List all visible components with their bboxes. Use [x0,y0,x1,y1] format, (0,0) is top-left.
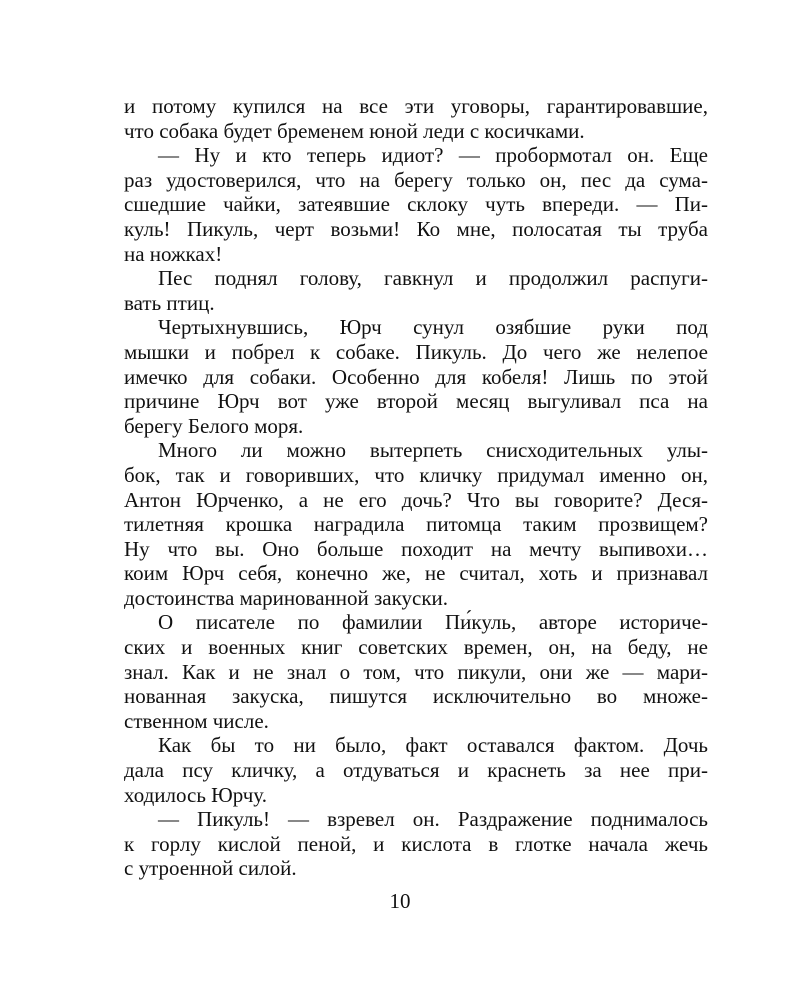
text-line: к горлу кислой пеной, и кислота в глотке начала жечь [124,831,708,856]
text-line: знал. Как и не знал о том, что пикули, они же — мари- [124,659,708,684]
text-line: на ножках! [124,241,223,266]
text-line: Ну что вы. Оно больше походит на мечту выпивохи… [124,536,708,561]
text-line: берегу Белого моря. [124,413,304,438]
text-line: — Пикуль! — взревел он. Раздражение поднималось [158,807,708,832]
text-line: что собака будет бременем юной леди с косичками. [124,118,585,143]
text-line: раз удостоверился, что на берегу только он, пес да сума- [124,167,708,192]
text-line: причине Юрч вот уже второй месяц выгуливал пса на [124,389,708,414]
text-line: дала псу кличку, а отдуваться и краснеть за нее при- [124,758,708,783]
text-line: тилетняя крошка наградила питомца таким прозвищем? [124,512,708,537]
text-line: Антон Юрченко, а не его дочь? Что вы говорите? Деся- [124,487,708,512]
text-line: О писателе по фамилии Пи́куль, авторе историче- [158,610,708,635]
text-line: имечко для собаки. Особенно для кобеля! Лишь по этой [124,364,708,389]
text-line: мышки и побрел к собаке. Пикуль. До чего же нелепое [124,339,708,364]
text-line: Пес поднял голову, гавкнул и продолжил распуги- [158,266,708,291]
text-line: куль! Пикуль, черт возьми! Ко мне, полосатая ты труба [124,216,708,241]
text-line: вать птиц. [124,290,215,315]
page-number: 10 [389,889,411,913]
text-line: бок, так и говоривших, что кличку придумал именно он, [124,462,708,487]
text-line: Много ли можно вытерпеть снисходительных улы- [158,438,708,463]
text-line: достоинства маринованной закуски. [124,585,449,610]
text-line: сшедшие чайки, затеявшие склоку чуть впереди. — Пи- [124,192,708,217]
page-text [124,94,708,881]
text-line: — Ну и кто теперь идиот? — пробормотал он. Еще [158,143,708,168]
text-line: ственном числе. [124,708,269,733]
text-line: ских и военных книг советских времен, он, на беду, не [124,635,708,660]
text-line: ходилось Юрчу. [124,782,267,807]
text-line: с утроенной силой. [124,856,297,881]
text-line: Как бы то ни было, факт оставался фактом. Дочь [158,733,708,758]
text-line: и потому купился на все эти уговоры, гарантировавшие, [124,94,708,118]
text-line: коим Юрч себя, конечно же, не считал, хоть и признавал [124,561,708,586]
text-line: Чертыхнувшись, Юрч сунул озябшие руки под [158,315,708,340]
text-line: нованная закуска, пишутся исключительно во множе- [124,684,708,709]
